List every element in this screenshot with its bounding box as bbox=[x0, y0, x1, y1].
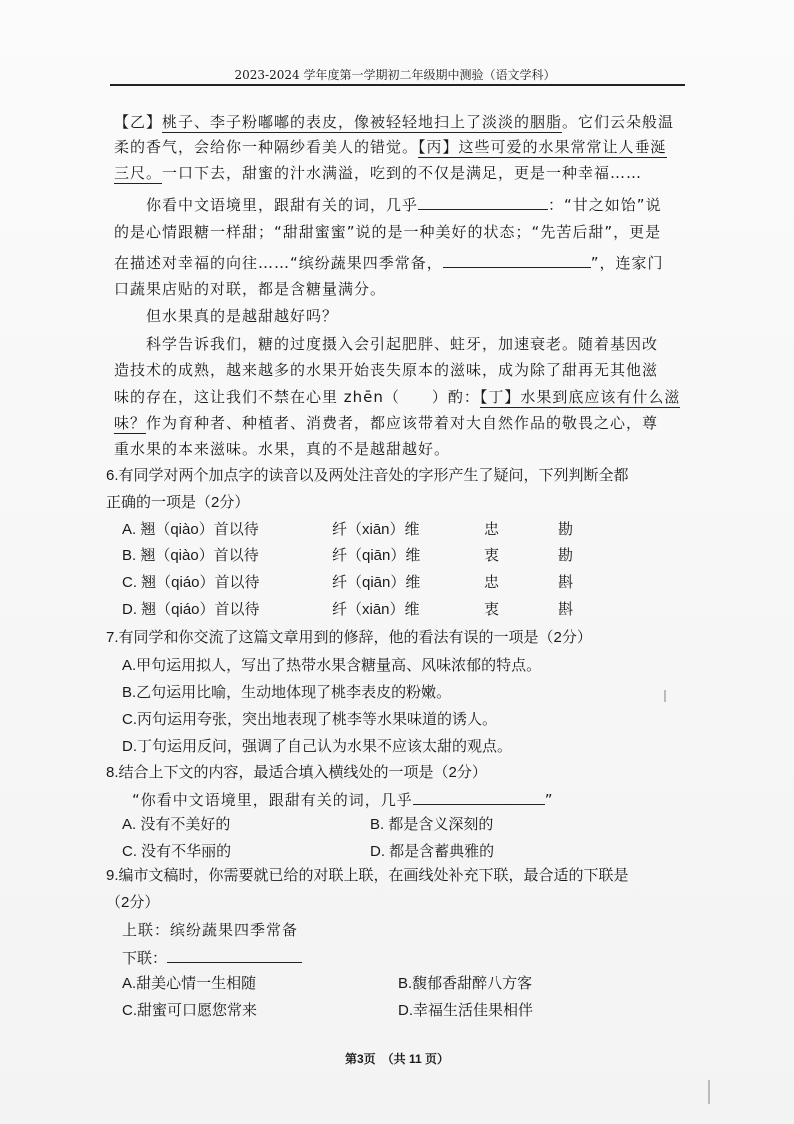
question-9-stem: 9.编市文稿时，你需要就已给的对联上联，在画线处补充下联，最合适的下联是 bbox=[106, 867, 629, 884]
q6-option-a-part2: 纤（xiān）维 bbox=[332, 521, 420, 538]
q8-option-c: C. 没有不华丽的 bbox=[122, 843, 232, 860]
passage-text: 你看中文语境里，跟甜有关的词，几乎 bbox=[146, 196, 419, 214]
passage-text: 味的存在，这让我们不禁在心里 zhēn（ ）酌： bbox=[114, 388, 480, 406]
q8-blank-line bbox=[413, 788, 545, 805]
passage-text: ：“甘之如饴”说 bbox=[548, 196, 662, 214]
passage-line: 的是心情跟糖一样甜；“甜甜蜜蜜”说的是一种美好的状态；“先苦后甜”，更是 bbox=[114, 223, 662, 241]
q6-option-a-part4: 勘 bbox=[558, 521, 574, 538]
passage-line bbox=[114, 251, 664, 273]
quote-text: “你看中文语境里，跟甜有关的词，几乎 bbox=[132, 791, 413, 809]
q8-quote bbox=[132, 788, 554, 810]
passage-text: 一口下去，甜蜜的汁水满溢，吃到的不仅是满足，更是一种幸福…… bbox=[162, 164, 643, 182]
q6-option-b-part2: 纤（qiān）维 bbox=[332, 547, 421, 564]
q7-option-c: C.丙句运用夸张，突出地表现了桃李等水果味道的诱人。 bbox=[122, 711, 498, 728]
q6-option-c: C. 翘（qiáo）首以待 bbox=[122, 574, 260, 591]
q9-option-d: D.幸福生活佳果相伴 bbox=[398, 1002, 534, 1019]
page-number: 第3页 （共 11 页） bbox=[344, 1052, 450, 1066]
q9-option-a: A.甜美心情一生相随 bbox=[122, 975, 257, 992]
q6-option-a-part3: 忠 bbox=[484, 521, 500, 538]
passage-line: 但水果真的是越甜越好吗？ bbox=[146, 307, 339, 325]
page-header: 2023-2024 学年度第一学期初二年级期中测验（语文学科） bbox=[234, 68, 556, 82]
passage-line: 造技术的成熟，越来越多的水果开始丧失原本的滋味，成为除了甜再无其他滋 bbox=[114, 361, 659, 379]
question-6-stem: 正确的一项是（2分） bbox=[106, 494, 250, 511]
q6-option-d-part4: 斟 bbox=[558, 601, 574, 618]
q6-option-d-part3: 衷 bbox=[484, 601, 500, 618]
scan-mark bbox=[664, 690, 666, 702]
quote-text: ” bbox=[544, 791, 554, 809]
question-8-stem: 8.结合上下文的内容，最适合填入横线处的一项是（2分） bbox=[106, 764, 487, 781]
sentence-marker-yi: 【乙】 bbox=[114, 113, 163, 131]
passage-text: 。它们云朵般温 bbox=[562, 113, 675, 131]
q7-option-d: D.丁句运用反问，强调了自己认为水果不应该太甜的观点。 bbox=[122, 738, 513, 755]
q9-upper-couplet: 上联：缤纷蔬果四季常备 bbox=[122, 921, 299, 939]
q6-option-c-part2: 纤（qiān）维 bbox=[332, 574, 421, 591]
passage-line bbox=[114, 163, 642, 183]
question-6-stem: 6.有同学对两个加点字的读音以及两处注音处的字形产生了疑问，下列判断全都 bbox=[106, 467, 629, 484]
passage-line: 科学告诉我们，糖的过度摄入会引起肥胖、蛀牙，加速衰老。随着基因改 bbox=[146, 335, 659, 353]
passage-text: 在描述对幸福的向往……“缤纷蔬果四季常备， bbox=[114, 254, 443, 272]
underlined-sentence-yi: 桃子、李子粉嘟嘟的表皮，像被轻轻地扫上了淡淡的胭脂 bbox=[162, 113, 563, 131]
q7-option-b: B.乙句运用比喻，生动地体现了桃李表皮的粉嫩。 bbox=[122, 684, 452, 701]
passage-line bbox=[114, 137, 667, 157]
q6-option-b-part4: 勘 bbox=[558, 547, 574, 564]
q7-option-a: A.甲句运用拟人，写出了热带水果含糖量高、风味浓郁的特点。 bbox=[122, 657, 542, 674]
underlined-sentence-ding-end: 味？ bbox=[114, 414, 147, 432]
q9-lower-couplet bbox=[122, 946, 302, 969]
question-9-stem: （2分） bbox=[106, 894, 160, 911]
lower-label: 下联： bbox=[122, 950, 168, 967]
underlined-sentence-bing-end: 三尺。 bbox=[114, 164, 163, 182]
q6-option-b: B. 翘（qiào）首以待 bbox=[122, 547, 259, 564]
q8-option-b: B. 都是含义深刻的 bbox=[370, 816, 494, 833]
underlined-sentence-bing: 【丙】这些可爱的水果常常让人垂涎 bbox=[418, 138, 667, 156]
question-7-stem: 7.有同学和你交流了这篇文章用到的修辞，他的看法有误的一项是（2分） bbox=[106, 629, 592, 646]
q6-option-d: D. 翘（qiáo）首以待 bbox=[122, 601, 260, 618]
q9-blank-line bbox=[167, 946, 302, 963]
q6-option-c-part3: 忠 bbox=[484, 574, 500, 591]
q6-option-d-part2: 纤（xiān）维 bbox=[332, 601, 420, 618]
passage-line bbox=[146, 193, 662, 215]
passage-text: 柔的香气，会给你一种隔纱看美人的错觉。 bbox=[114, 138, 419, 156]
scan-mark bbox=[708, 1080, 710, 1104]
passage-line: 重水果的本来滋味。水果，真的不是越甜越好。 bbox=[114, 440, 451, 458]
passage-line bbox=[114, 413, 658, 433]
q6-option-b-part3: 衷 bbox=[484, 547, 500, 564]
header-rule bbox=[110, 84, 685, 86]
q6-option-a: A. 翘（qiào）首以待 bbox=[122, 521, 259, 538]
q8-option-a: A. 没有不美好的 bbox=[122, 816, 231, 833]
fill-blank-line bbox=[418, 193, 548, 210]
couplet-blank-line bbox=[443, 251, 591, 268]
underlined-sentence-ding: 【丁】水果到底应该有什么滋 bbox=[479, 388, 681, 406]
q9-option-c: C.甜蜜可口愿您常来 bbox=[122, 1002, 258, 1019]
passage-text: 作为育种者、种植者、消费者，都应该带着对大自然作品的敬畏之心，尊 bbox=[146, 414, 659, 432]
passage-line: 口蔬果店贴的对联，都是含糖量满分。 bbox=[114, 280, 387, 298]
q6-option-c-part4: 斟 bbox=[558, 574, 574, 591]
q8-option-d: D. 都是含蓄典雅的 bbox=[370, 843, 495, 860]
passage-line bbox=[114, 112, 674, 132]
passage-line bbox=[114, 387, 680, 407]
q9-option-b: B.馥郁香甜醉八方客 bbox=[398, 975, 533, 992]
passage-text: ”，连家门 bbox=[590, 254, 664, 272]
